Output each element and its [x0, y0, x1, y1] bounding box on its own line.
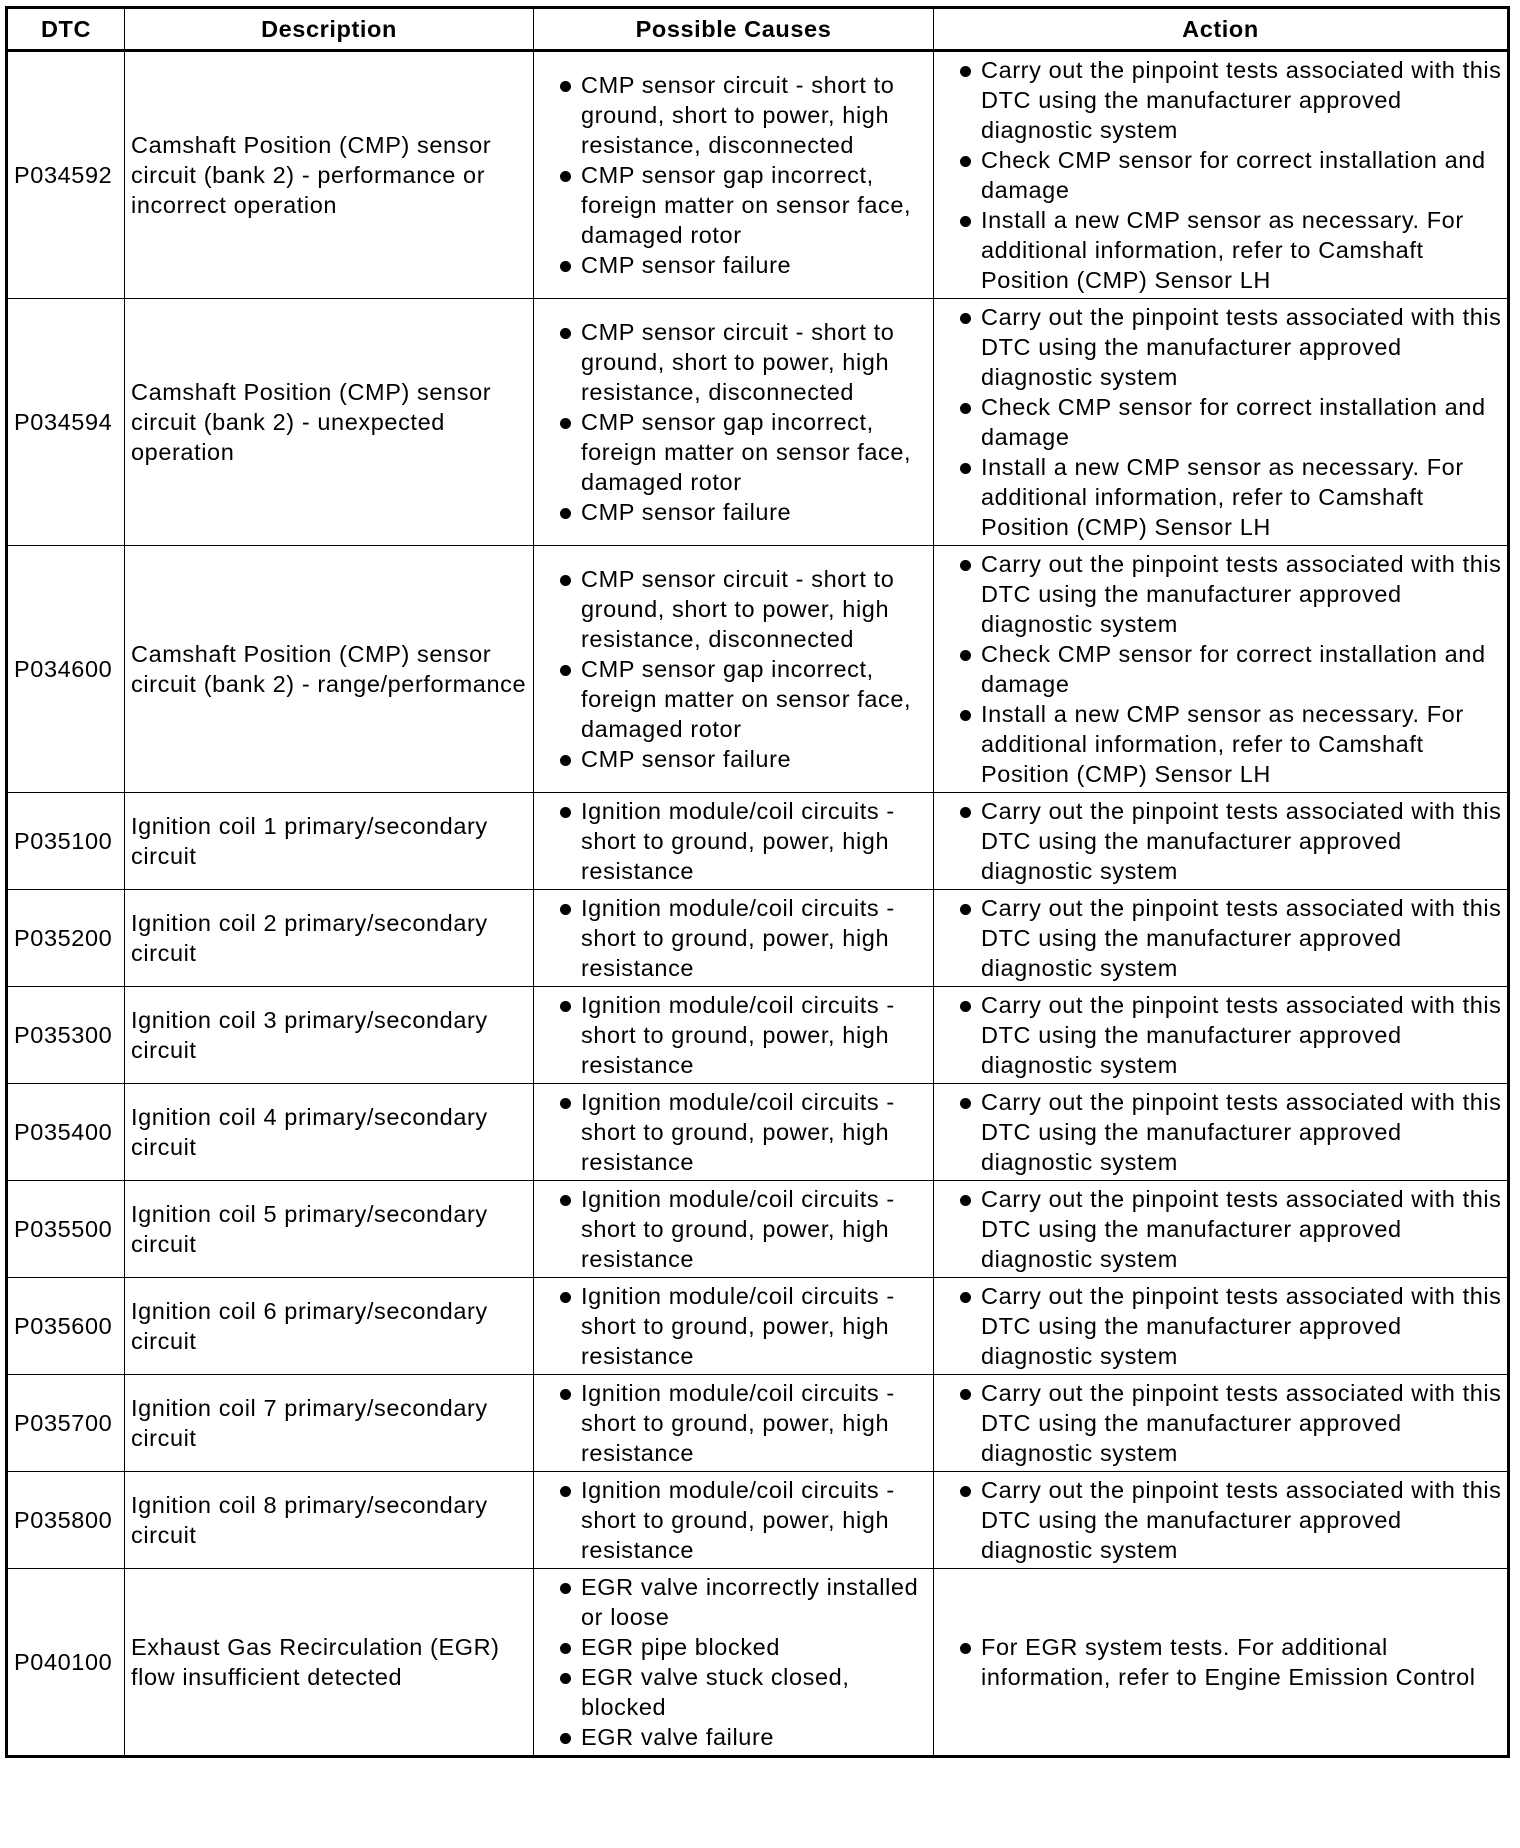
- action-cell: [934, 51, 1509, 299]
- causes-list: [540, 1475, 929, 1565]
- cause-list-item: CMP sensor gap incorrect, foreign matter on sensor face, damaged rotor: [540, 407, 929, 497]
- cause-list-item: CMP sensor failure: [540, 250, 929, 280]
- actions-list: [940, 1281, 1503, 1371]
- possible-causes-cell: [534, 1278, 934, 1375]
- actions-list: [940, 302, 1503, 542]
- action-list-item: Carry out the pinpoint tests associated with this DTC using the manufacturer approved diagnostic system: [940, 796, 1503, 886]
- possible-causes-cell: [534, 1569, 934, 1757]
- possible-causes-cell: [534, 51, 934, 299]
- description-cell: Ignition coil 7 primary/secondary circuit: [125, 1375, 534, 1472]
- action-list-item: Carry out the pinpoint tests associated with this DTC using the manufacturer approved diagnostic system: [940, 549, 1503, 639]
- possible-causes-cell: [534, 299, 934, 546]
- actions-list: [940, 1378, 1503, 1468]
- action-cell: [934, 1084, 1509, 1181]
- cause-list-item: EGR valve stuck closed, blocked: [540, 1662, 929, 1722]
- description-cell: Ignition coil 2 primary/secondary circuit: [125, 890, 534, 987]
- document-page: [5, 6, 1507, 1758]
- cause-list-item: Ignition module/coil circuits - short to ground, power, high resistance: [540, 893, 929, 983]
- cause-list-item: EGR pipe blocked: [540, 1632, 929, 1662]
- action-list-item: Carry out the pinpoint tests associated with this DTC using the manufacturer approved diagnostic system: [940, 893, 1503, 983]
- action-list-item: Carry out the pinpoint tests associated with this DTC using the manufacturer approved diagnostic system: [940, 1378, 1503, 1468]
- actions-list: [940, 1475, 1503, 1565]
- causes-list: [540, 1572, 929, 1752]
- cause-list-item: CMP sensor circuit - short to ground, short to power, high resistance, disconnected: [540, 317, 929, 407]
- causes-list: [540, 70, 929, 280]
- table-body: [7, 51, 1509, 1757]
- actions-list: [940, 55, 1503, 295]
- description-cell: Ignition coil 8 primary/secondary circuit: [125, 1472, 534, 1569]
- causes-list: [540, 1184, 929, 1274]
- table-row: [7, 1375, 1509, 1472]
- causes-list: [540, 990, 929, 1080]
- action-list-item: For EGR system tests. For additional information, refer to Engine Emission Control: [940, 1632, 1503, 1692]
- header-dtc: DTC: [7, 8, 125, 51]
- dtc-code-cell: P040100: [7, 1569, 125, 1757]
- table-row: [7, 1181, 1509, 1278]
- dtc-code-cell: P035200: [7, 890, 125, 987]
- dtc-code-cell: P034592: [7, 51, 125, 299]
- action-cell: [934, 546, 1509, 793]
- header-description: Description: [125, 8, 534, 51]
- dtc-code-cell: P034594: [7, 299, 125, 546]
- causes-list: [540, 796, 929, 886]
- actions-list: [940, 796, 1503, 886]
- table-row: [7, 1472, 1509, 1569]
- possible-causes-cell: [534, 1375, 934, 1472]
- cause-list-item: CMP sensor circuit - short to ground, short to power, high resistance, disconnected: [540, 70, 929, 160]
- description-cell: Ignition coil 5 primary/secondary circuit: [125, 1181, 534, 1278]
- header-action: Action: [934, 8, 1509, 51]
- action-list-item: Install a new CMP sensor as necessary. For additional information, refer to Camshaft Position (CMP) Sensor LH: [940, 699, 1503, 789]
- description-cell: Ignition coil 6 primary/secondary circuit: [125, 1278, 534, 1375]
- description-cell: Camshaft Position (CMP) sensor circuit (bank 2) - range/performance: [125, 546, 534, 793]
- causes-list: [540, 1281, 929, 1371]
- actions-list: [940, 1087, 1503, 1177]
- description-cell: Camshaft Position (CMP) sensor circuit (bank 2) - performance or incorrect operation: [125, 51, 534, 299]
- description-cell: Ignition coil 3 primary/secondary circuit: [125, 987, 534, 1084]
- possible-causes-cell: [534, 1472, 934, 1569]
- action-list-item: Carry out the pinpoint tests associated with this DTC using the manufacturer approved diagnostic system: [940, 55, 1503, 145]
- action-cell: [934, 1181, 1509, 1278]
- cause-list-item: Ignition module/coil circuits - short to ground, power, high resistance: [540, 1087, 929, 1177]
- action-cell: [934, 1569, 1509, 1757]
- description-cell: Camshaft Position (CMP) sensor circuit (bank 2) - unexpected operation: [125, 299, 534, 546]
- cause-list-item: CMP sensor circuit - short to ground, short to power, high resistance, disconnected: [540, 564, 929, 654]
- dtc-code-cell: P035400: [7, 1084, 125, 1181]
- action-cell: [934, 299, 1509, 546]
- action-cell: [934, 1472, 1509, 1569]
- dtc-code-cell: P035300: [7, 987, 125, 1084]
- table-row: [7, 51, 1509, 299]
- cause-list-item: Ignition module/coil circuits - short to ground, power, high resistance: [540, 796, 929, 886]
- action-list-item: Carry out the pinpoint tests associated with this DTC using the manufacturer approved diagnostic system: [940, 1475, 1503, 1565]
- cause-list-item: CMP sensor failure: [540, 744, 929, 774]
- possible-causes-cell: [534, 793, 934, 890]
- cause-list-item: CMP sensor failure: [540, 497, 929, 527]
- cause-list-item: Ignition module/coil circuits - short to ground, power, high resistance: [540, 1378, 929, 1468]
- table-row: [7, 987, 1509, 1084]
- actions-list: [940, 893, 1503, 983]
- table-row: [7, 890, 1509, 987]
- description-cell: Exhaust Gas Recirculation (EGR) flow insufficient detected: [125, 1569, 534, 1757]
- possible-causes-cell: [534, 1181, 934, 1278]
- dtc-code-cell: P035800: [7, 1472, 125, 1569]
- action-list-item: Install a new CMP sensor as necessary. For additional information, refer to Camshaft Position (CMP) Sensor LH: [940, 205, 1503, 295]
- cause-list-item: Ignition module/coil circuits - short to ground, power, high resistance: [540, 990, 929, 1080]
- causes-list: [540, 564, 929, 774]
- table-row: [7, 1084, 1509, 1181]
- action-list-item: Check CMP sensor for correct installation and damage: [940, 392, 1503, 452]
- cause-list-item: Ignition module/coil circuits - short to ground, power, high resistance: [540, 1184, 929, 1274]
- cause-list-item: CMP sensor gap incorrect, foreign matter on sensor face, damaged rotor: [540, 654, 929, 744]
- action-list-item: Carry out the pinpoint tests associated with this DTC using the manufacturer approved diagnostic system: [940, 302, 1503, 392]
- header-possible-causes: Possible Causes: [534, 8, 934, 51]
- action-cell: [934, 1375, 1509, 1472]
- cause-list-item: EGR valve failure: [540, 1722, 929, 1752]
- actions-list: [940, 1184, 1503, 1274]
- causes-list: [540, 317, 929, 527]
- table-row: [7, 546, 1509, 793]
- causes-list: [540, 1087, 929, 1177]
- possible-causes-cell: [534, 1084, 934, 1181]
- dtc-code-cell: P034600: [7, 546, 125, 793]
- description-cell: Ignition coil 4 primary/secondary circuit: [125, 1084, 534, 1181]
- cause-list-item: CMP sensor gap incorrect, foreign matter on sensor face, damaged rotor: [540, 160, 929, 250]
- action-cell: [934, 890, 1509, 987]
- dtc-code-cell: P035500: [7, 1181, 125, 1278]
- cause-list-item: EGR valve incorrectly installed or loose: [540, 1572, 929, 1632]
- action-cell: [934, 987, 1509, 1084]
- action-list-item: Check CMP sensor for correct installation and damage: [940, 145, 1503, 205]
- causes-list: [540, 893, 929, 983]
- action-list-item: Carry out the pinpoint tests associated with this DTC using the manufacturer approved diagnostic system: [940, 990, 1503, 1080]
- table-row: [7, 299, 1509, 546]
- possible-causes-cell: [534, 890, 934, 987]
- table-row: [7, 1569, 1509, 1757]
- action-cell: [934, 1278, 1509, 1375]
- action-list-item: Check CMP sensor for correct installation and damage: [940, 639, 1503, 699]
- table-row: [7, 1278, 1509, 1375]
- action-list-item: Carry out the pinpoint tests associated with this DTC using the manufacturer approved diagnostic system: [940, 1184, 1503, 1274]
- causes-list: [540, 1378, 929, 1468]
- action-list-item: Carry out the pinpoint tests associated with this DTC using the manufacturer approved diagnostic system: [940, 1281, 1503, 1371]
- actions-list: [940, 990, 1503, 1080]
- actions-list: [940, 1632, 1503, 1692]
- action-list-item: Carry out the pinpoint tests associated with this DTC using the manufacturer approved diagnostic system: [940, 1087, 1503, 1177]
- action-list-item: Install a new CMP sensor as necessary. For additional information, refer to Camshaft Position (CMP) Sensor LH: [940, 452, 1503, 542]
- cause-list-item: Ignition module/coil circuits - short to ground, power, high resistance: [540, 1281, 929, 1371]
- description-cell: Ignition coil 1 primary/secondary circuit: [125, 793, 534, 890]
- table-row: [7, 793, 1509, 890]
- dtc-code-cell: P035600: [7, 1278, 125, 1375]
- actions-list: [940, 549, 1503, 789]
- header-row: [7, 8, 1509, 51]
- dtc-code-cell: P035100: [7, 793, 125, 890]
- dtc-table: [5, 6, 1510, 1758]
- dtc-code-cell: P035700: [7, 1375, 125, 1472]
- action-cell: [934, 793, 1509, 890]
- possible-causes-cell: [534, 987, 934, 1084]
- cause-list-item: Ignition module/coil circuits - short to ground, power, high resistance: [540, 1475, 929, 1565]
- possible-causes-cell: [534, 546, 934, 793]
